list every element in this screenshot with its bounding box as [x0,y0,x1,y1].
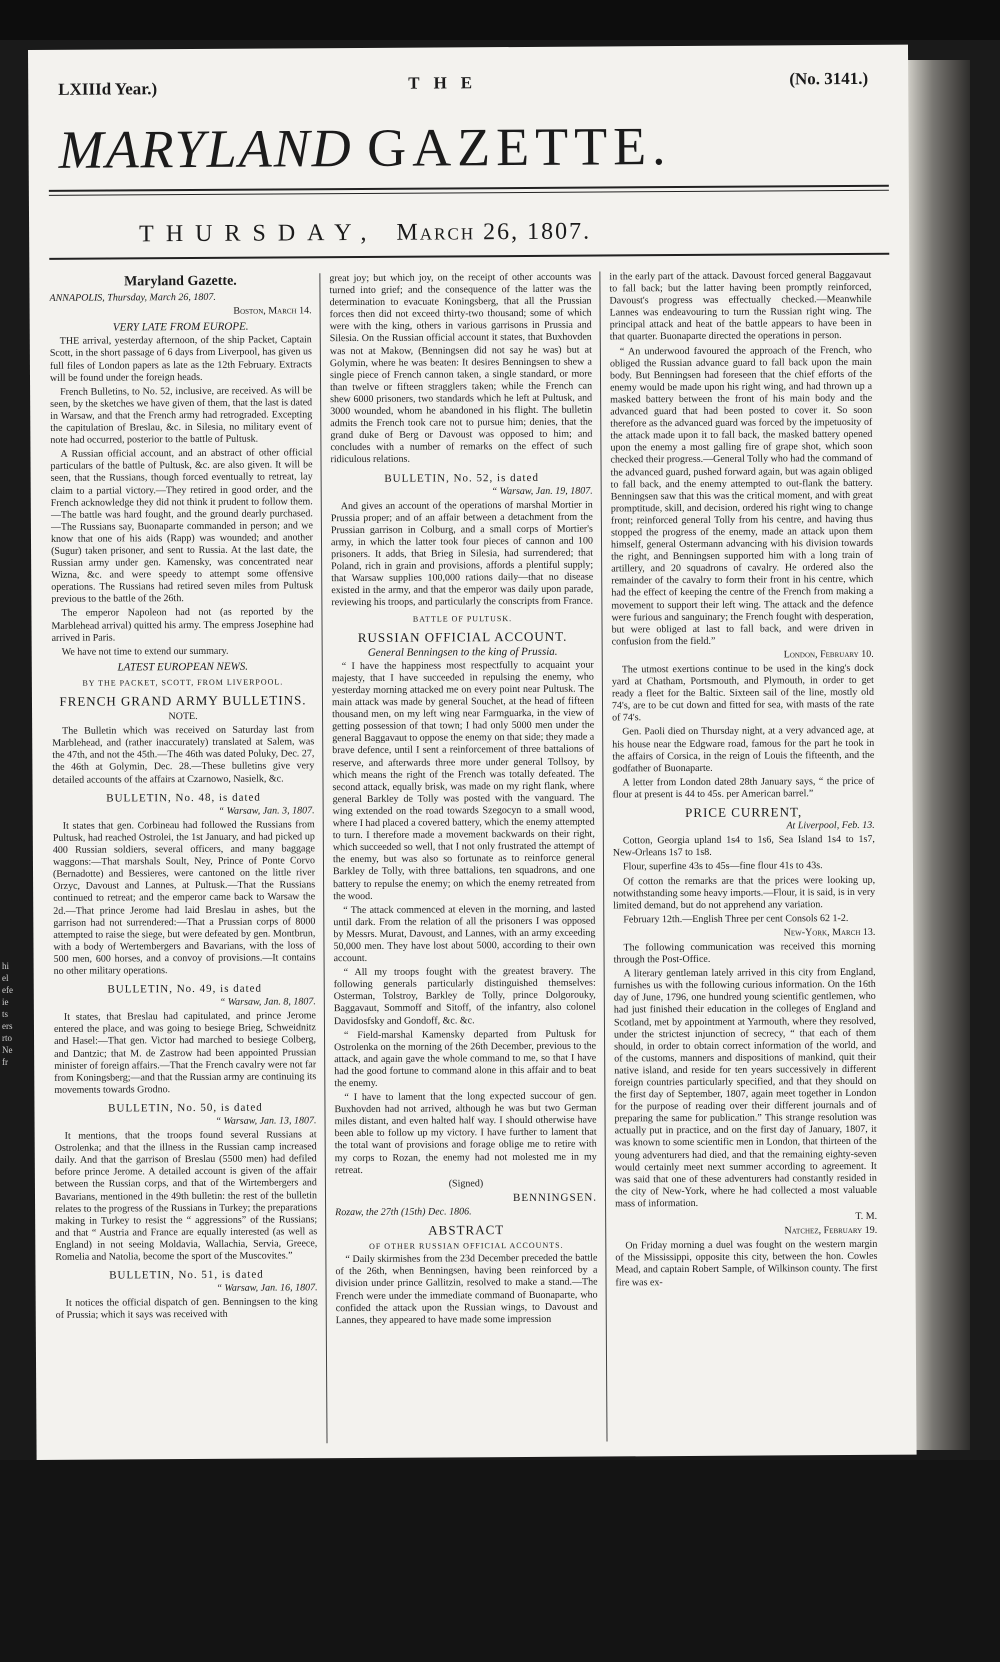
paragraph: great joy; but which joy, on the receipt of other accounts was turned into grief; and the consequence of the latter was the determination to evacuate Koningsberg, that all the Prussian forces then did not exceed thirty-two thousand; some of which were with the king, others in various garrisons in Prussia and Silesia. On the Russian official account it states, that Buxhovden was not at Makow, (Benningsen did not say he was) but at Golymin, where he was beaten: It desires Benningsen to shew a single piece of French cannon taken, a single standard, or more than twelve or fifteen stragglers taken; while the French can shew 6000 prisoners, two standards which he left at Pultusk, and 3000 wounded, whom he abandoned in his flight. The bulletin admits the French took care not to pursue him; denies, that the grand duke of Berg or Davoust was opposed to him; and concludes with a number of remarks on the effect of such ridiculous relations. [329,271,593,466]
paragraph: It states that gen. Corbineau had followed the Russians from Pultusk, had reached Ostrolei, the 1st January, and had picked up 400 Russian soldiers, several officers, and many baggage waggons:—That marshals Soult, Ney, Prince of Ponte Corvo (Bernadotte) and Bessieres, were cantoned on the little river Orzyc, Davoust and Lannes, at Pultusk.—That the Russians continued to retreat; and the emperor came back to Warsaw the 2d.—That prince Jerome had laid Breslau in ashes, but the garrison had not surrendered:—That a Prussian corps of 8000 attempted to raise the siege, but were defeated by gen. Montbrun, with a body of Wertembergers and Bavarians, with the loss of 500 men, 600 horses, and a convoy of provisions.—It contains no other military operations. [52,819,316,977]
dateline-date: March 26, 1807. [396,218,592,246]
fragment: el [2,973,9,983]
column-rule-1 [319,273,327,1443]
battle-heading: BATTLE OF PULTUSK. [412,613,513,624]
london-dateline: London, February 10. [783,648,874,661]
column-3 [609,270,878,1442]
margin-fragments [2,960,26,1068]
paragraph: It notices the official dispatch of gen. Benningsen to the king of Prussia; which it says was received with [55,1296,318,1322]
paragraph: in the early part of the attack. Davoust forced general Baggavaut to fall back; but the latter having been promptly reinforced, Davoust's progress was effectually checked.—Meanwhile Lannes was endeavouring to turn the Russian right wing. The principal attack and heat of the battle appears to have been in that quarter. Buonaparte directed the operations in person. [609,269,872,343]
volume-year: LXIIId Year.) [58,79,158,99]
abstract-heading: ABSTRACT [428,1222,505,1238]
annapolis-dateline: ANNAPOLIS, Thursday, March 26, 1807. [49,291,216,304]
bulletin-48-dateline: “ Warsaw, Jan. 3, 1807. [218,805,315,817]
fragment: ts [2,1009,9,1019]
paragraph: On Friday morning a duel was fought on the western margin of the Mississippi, opposite this city, between the hon. Cowles Mead, and captain Robert Sample, of Wilkinson county. The first fire was ex- [615,1239,878,1288]
bulletin-52-heading: BULLETIN, No. 52, is dated [384,471,539,485]
bulletin-49-heading: BULLETIN, No. 49, is dated [107,982,263,996]
paragraph: It mentions, that the troops found several Russians at Ostrolenka; and that the illness in the Russian camp increased daily. And that the garrison of Breslau (5500 men) had defiled before prince Jerome. A detailed account is given of the affair between the Russian corps, and that of the Wirtembergers and Bavarians, mentioned in the 49th bulletin: the rest of the bulletin relates to the progress of the Russians in Turkey; the preparations making in Turkey to resist the “ aggressions” of the Russians; and that “ Austria and France are equally interested (as well as England) in not seeing Moldavia, Wallachia, Servia, Greece, Romelia and Natolia, become the sport of the Muscovites.” [54,1129,318,1263]
bulletin-48-heading: BULLETIN, No. 48, is dated [106,791,261,805]
bulletin-51-heading: BULLETIN, No. 51, is dated [109,1268,264,1282]
paragraph: The emperor Napoleon had not (as reported by the Marblehead arrival) quitted his army. The empress Josephine had arrived in Paris. [51,606,314,644]
title-gazette: GAZETTE. [366,116,672,178]
fragment: Ne [2,1045,13,1055]
dateline-rule [49,253,889,260]
newspaper-page [28,45,917,1460]
fragment: ers [2,1021,13,1031]
paragraph: THE arrival, yesterday afternoon, of the ship Packet, Captain Scott, in the short passage of 6 days from Liverpool, has given us full files of London papers as late as the 12th February. Extracts will be found under the foreign heads. [49,334,312,384]
fragment: ie [2,997,9,1007]
column-2 [329,272,598,1444]
paragraph: “ I have the happiness most respectfully to acquaint your majesty, that I have succeeded in repulsing the enemy, who yesterday morning attacked me on every point near Pultusk. The main attack was made by general Souchet, at the head of fifteen thousand men, on my left wing near Farmguarka, in the view of getting possession of that town; I had only 5000 men under the general Baggavaut to oppose the enemy on that side; they made a brave defence, until I sent a reinforcement of three battalions of reserve, and afterwards three more under general Tollsoy, by which means the right of the French was totally defeated. The second attack, equally brisk, was made on my right flank, where general Barkley de Tolly was posted with the vanguard. The wing extended on the road towards Szegocyn to a small wood, where I had placed a covered battery, which the enemy attempted to turn. I therefore made a movement backwards on their right, which succeeded so well, that I not only frustrated the attempt of the enemy, but was also so fortunate as to reinforce general Barkley de Tolly, with three battalions, ten squadrons, and one battery to repulse the enemy; on which the enemy retreated from the wood. [331,659,596,902]
bulletin-50-dateline: “ Warsaw, Jan. 13, 1807. [215,1115,317,1127]
fragment: rto [2,1033,12,1043]
paragraph: Of cotton the remarks are that the prices were looking up, notwithstanding some heavy imports.—Flour, it is said, is in very limited demand, but do not apprehend any variation. [613,874,876,912]
paragraph: French Bulletins, to No. 52, inclusive, are received. As will be seen, by the sketches we have given of them, that the last is dated in Warsaw, and that the French army had retrograded. Excepting the capitulation of Breslau, &c. in Silesia, no military event of note had occurred, posterior to the battle of Pultusk. [50,385,313,446]
paragraph: The utmost exertions continue to be used in the king's dock yard at Chatham, Portsmouth, and Plymouth, in order to get ready a fleet for the Baltic. Sixteen sail of the line, mostly old 74's, are to be cut down and fitted for sea, with masts of the rate of 74's. [611,662,875,724]
latest-news-subheading: BY THE PACKET, SCOTT, FROM LIVERPOOL. [82,677,284,688]
masthead-the: THE [408,73,487,93]
paragraph: And gives an account of the operations of marshal Mortier in Prussia proper; and of an affair between a detachment from the Prussian garrison in Colburg, and a small corps of Mortier's army, in which the latter took four pieces of cannon and 100 prisoners. It adds, that Brieg in Silesia, had surrendered; that Poland, rich in grain and provisions, affords a plentiful supply; that Warsaw supplies 100,000 rations daily—that no disease existed in the army, and that the emperor was daily upon parade, reviewing his troops, and particularly the conscripts from France. [330,499,594,609]
boston-dateline: Boston, March 14. [233,305,312,317]
paragraph: Flour, superfine 43s to 45s—fine flour 41s to 43s. [622,860,823,873]
paragraph: We have not time to extend our summary. [61,645,229,658]
paragraph: A Russian official account, and an abstract of other official particulars of the battle of Pultusk, &c. are also given. It will be seen, that the Russians, though forced eventually to retreat, lay claim to a partial victory.—They retired in good order, and the French acknowledge they did not think it prudent to follow them.—The battle was hard fought, and the ground dearly purchased.—The Russians say, Buonaparte commanded in person; and we know that one of his aids (Rapp) was wounded; and another (Sugur) taken prisoner, and sent to Russia. At the last date, the Russian army under gen. Kamensky, was concentrated near Wizna, &c. and were speedy to attempt some offensive operations. The Russians had retired seven miles from Pultusk previous to the battle of the 26th. [50,447,314,606]
issue-dateline [139,217,869,248]
paragraph: “ Daily skirmishes from the 23d December preceded the battle of the 26th, when Benningsen, having been reinforced by a division under prince Gallitzin, resolved to make a stand.—The French were under the immediate command of Buonaparte, who confided the attack upon the Russian wings, to Davoust and Lannes, they appeared to have made some impression [335,1252,598,1326]
bulletin-50-heading: BULLETIN, No. 50, is dated [108,1101,263,1115]
paragraph: A literary gentleman lately arrived in this city from England, furnishes us with the following curious information. On the 16th day of June, 1796, one hundred young scientific gentlemen, who had just finished their education in the colleges of England and Scotland, met by appointment at Yarmouth, where they resolved, under the strictest injunction of secrecy, “ that each of them should, in order to obtain correct information of the world, and of the customs, manners and dispositions of mankind, quit their native island, and reside for ten years successively in different foreign countries particularly specified, and that they should on the first day of September, 1807, again meet together in London for the purpose of reading over their different journals and of preparing the same for publication.” This strange resolution was actually put in practice, and on the first day of January, 1807, it was known to some scientific men in London, that thirteen of the young adventurers had died, and that the remaining eighty-seven would certainly meet next summer according to agreement. It was said that one of these adventurers had constantly resided in the city of New-York, where he had collected a most valuable mass of information. [613,966,878,1210]
paragraph: February 12th.—English Three per cent Consols 62 1-2. [623,912,849,926]
initials: T. M. [855,1210,878,1222]
fragment: fr [2,1057,8,1067]
fragment: efe [2,985,13,995]
dateline-day: THURSDAY, [139,219,379,248]
book-edge [908,60,970,1450]
paragraph: “ The attack commenced at eleven in the morning, and lasted until dark. From the relation of all the prisoners I was opposed by Messrs. Murat, Davoust, and Lannes, with an army exceeding 50,000 men. They have lost about 5000, according to their own account. [333,903,596,965]
paragraph: Cotton, Georgia upland 1s4 to 1s6, Sea Island 1s4 to 1s7, New-Orleans 1s7 to 1s8. [612,834,875,859]
paragraph: “ I have to lament that the long expected succour of gen. Buxhovden had not arrived, although he was but two German miles distant, and even halted half way. I should otherwise have been able to follow up my victory. I have further to lament that the total want of provisions and forage oblige me to retire with my corps to Rozan, the enemy had not molested me in my retreat. [334,1090,597,1176]
russian-account-heading: RUSSIAN OFFICIAL ACCOUNT. [357,628,568,645]
title-maryland: MARYLAND [58,118,353,180]
natchez-dateline: Natchez, February 19. [784,1224,878,1237]
russian-account-subheading: General Benningsen to the king of Prussia. [367,645,558,659]
paragraph: The following communication was received this morning through the Post-Office. [613,940,876,966]
bulletin-49-dateline: “ Warsaw, Jan. 8, 1807. [219,996,316,1009]
signature-dateline: Rozaw, the 27th (15th) Dec. 1806. [335,1206,472,1219]
note-heading: NOTE. [168,711,198,723]
abstract-subheading: OF OTHER RUSSIAN OFFICIAL ACCOUNTS. [369,1240,564,1252]
issue-number: (No. 3141.) [789,68,869,89]
newspaper-title [58,115,888,180]
column-1 [49,273,318,1445]
fragment: hi [2,961,10,971]
local-masthead: Maryland Gazette. [123,273,237,290]
bulletin-51-dateline: “ Warsaw, Jan. 16, 1807. [216,1282,318,1295]
new-york-dateline: New-York, March 13. [783,926,876,939]
paragraph: A letter from London dated 28th January says, “ the price of flour at present is 44 to 45s. per American barrel.” [612,775,875,801]
paragraph: “ Field-marshal Kamensky departed from Pultusk for Ostrolenka on the morning of the 26th December, previous to the attack, and again gave the whole command to me, so that I have had the good fortune to command alone in this affair and to beat the enemy. [334,1028,597,1090]
latest-news-heading: LATEST EUROPEAN NEWS. [117,660,249,674]
bulletins-heading: FRENCH GRAND ARMY BULLETINS. [59,692,307,709]
paragraph: “ All my troops fought with the greatest bravery. The following generals particularly distinguished themselves: Osterman, Tolstroy, Barkley de Tolly, prince Dolgorouky, Baggavaut, Sommoff and Sitoff, of the infantry, also colonel Davidosfsky and Gondoff, &c. &c. [333,965,596,1027]
paragraph: Gen. Paoli died on Thursday night, at a very advanced age, at his house near the Edgware road, famous for the part he took in the affairs of Corsica, in the reign of Louis the fifteenth, and the godfather of Buonaparte. [612,725,875,775]
price-current-heading: PRICE CURRENT, [685,804,803,821]
masthead-top-line [28,63,908,108]
paragraph: “ An underwood favoured the approach of the French, who obliged the Russian advance guard to fall back upon the main body. But Benningsen had foreseen that the chief efforts of the enemy would be made upon his right wing, and had thrown up a masked battery between the front of his main body and the advanced guard that had been posted to cover it. So soon therefore as the advanced guard was forced by the impetuosity of the attack made upon it to fall back, the masked battery opened upon the enemy a most galling fire of grape shot, which soon checked their progress.—General Tolly who had the command of the advanced guard, pushed forward again, but was again obliged to fall back, and the enemy attempted to out-flank the battery. Benningsen saw that this was the critical moment, and with great promptitude, skill, and decision, ordered his right wing to change front; reinforced general Tolly from his centre, and having thus stopped the progress of the enemy, made an attack upon them himself, general Ostermann advancing with his division towards the right, and Benningsen supported him with a long train of artillery, and 20 squadrons of cavalry. He ordered also the remainder of the cavalry to form their front in his centre, which had the effect of keeping the centre of the French from making a movement to support their left wing. The attack and the defence were furious and sanguinary; the French fought with desperation, but were obliged at last to fall back, and were driven in confusion from the field.” [609,344,874,648]
price-current-dateline: At Liverpool, Feb. 13. [786,819,875,832]
paragraph: The Bulletin which was received on Saturday last from Marblehead, and (rather inaccurately) translated at Salem, was the 47th, and not the 45th.—The 46th was dated Poluky, Dec. 27, the 46th at Golymin, Dec. 28.—These bulletins give very detailed accounts of the affairs at Czarnowo, Nasielk, &c. [52,724,315,786]
paragraph: It states, that Breslau had capitulated, and prince Jerome entered the place, and was going to besiege Brieg, Schweidnitz and Hasel:—That gen. Victor had marched to besiege Colberg, and Dantzic; that M. de Zastrow had been appointed Prussian minister of foreign affairs.—That the French cavalry were not far from Koningsberg;—and that the Russian army are continuing its movements towards Grodno. [53,1010,317,1096]
column-rule-2 [599,272,607,1442]
bulletin-52-dateline: “ Warsaw, Jan. 19, 1807. [491,485,593,497]
signature-name: BENNINGSEN. [512,1191,598,1204]
article-columns [49,270,886,1445]
signed-label: (Signed) [448,1177,484,1190]
scan-shadow [0,1460,1000,1662]
scan-background [0,0,1000,40]
very-late-heading: VERY LATE FROM EUROPE. [112,320,249,334]
